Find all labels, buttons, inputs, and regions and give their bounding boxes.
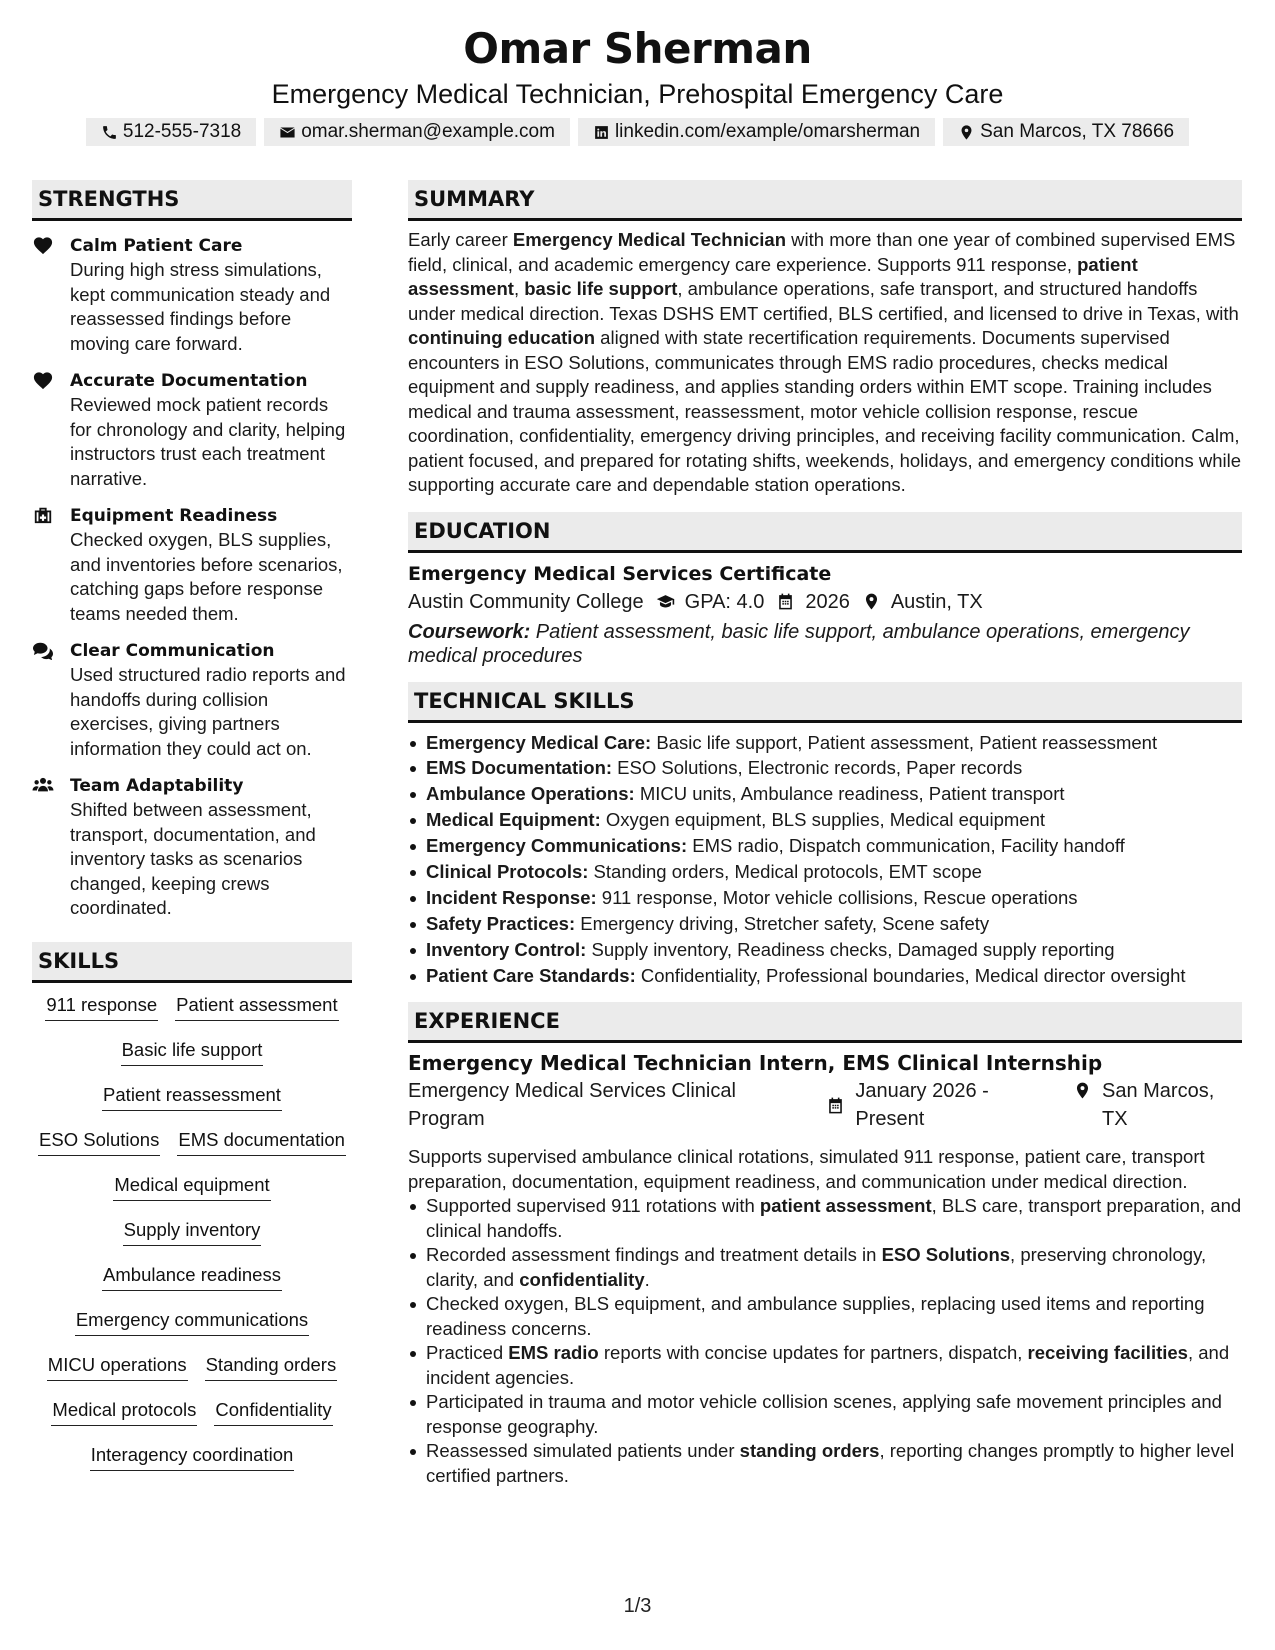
map-pin-icon: [958, 124, 975, 141]
graduation-cap-icon: [656, 592, 675, 611]
list-item: [408, 886, 1242, 911]
skill-row: [32, 1218, 352, 1263]
emphasis-text: patient assessment: [759, 1195, 932, 1217]
skill-values: Supply inventory, Readiness checks, Damaged supply reporting: [586, 938, 1115, 960]
job-summary: Supports supervised ambulance clinical rotations, simulated 911 response, patient care, transport preparation, documentation, equipment readiness, and communication under medical direction.: [408, 1146, 1205, 1192]
heart-icon: [32, 235, 54, 255]
list-item: [408, 1341, 1242, 1390]
chat-bubbles-icon: [32, 640, 54, 660]
skill-row: [32, 1263, 352, 1308]
job-dates-item: [814, 1077, 1061, 1133]
text-run: with more than one year of combined supervised EMS field, clinical, and academic emergency care experience. Supports 911 response,: [408, 229, 1236, 275]
contact-location-text: San Marcos, TX 78666: [980, 121, 1175, 142]
skill-tag: Interagency coordination: [90, 1443, 295, 1471]
list-item: [408, 860, 1242, 885]
contact-linkedin-text[interactable]: linkedin.com/example/omarsherman: [614, 121, 921, 142]
job-title: Emergency Medical Technician Intern, EMS Clinical Internship: [408, 1051, 1103, 1076]
job-location: San Marcos, TX: [1102, 1080, 1215, 1131]
strength-description: Checked oxygen, BLS supplies, and inventories before scenarios, catching gaps before response teams needed them.: [70, 529, 343, 624]
summary-text: [408, 228, 1242, 498]
skill-row: [32, 993, 352, 1038]
skill-tag: Patient assessment: [175, 993, 338, 1021]
strength-title: Calm Patient Care: [70, 236, 243, 256]
skill-tag: EMS documentation: [177, 1128, 346, 1156]
skills-section: [32, 942, 352, 1488]
right-column: [408, 180, 1242, 1489]
emphasis-text: standing orders: [739, 1440, 880, 1462]
skill-category: Medical Equipment:: [426, 809, 601, 831]
calendar-icon: [776, 592, 795, 611]
text-run: ,: [513, 278, 525, 299]
list-item: [408, 938, 1242, 963]
skill-row: [32, 1173, 352, 1218]
strength-title: Clear Communication: [70, 641, 275, 661]
map-pin-icon: [1073, 1081, 1092, 1100]
emphasis-text: Emergency Medical Technician: [512, 229, 787, 250]
skill-row: [32, 1038, 352, 1083]
list-item: [408, 964, 1242, 989]
contact-email[interactable]: [264, 118, 570, 146]
resume-header: [0, 22, 1275, 146]
skill-tag: ESO Solutions: [38, 1128, 160, 1156]
candidate-role: Emergency Medical Technician, Prehospital Emergency Care: [271, 79, 1004, 109]
skill-values: 911 response, Motor vehicle collisions, Rescue operations: [596, 886, 1078, 908]
emphasis-text: ESO Solutions: [881, 1244, 1011, 1266]
job-dates: January 2026 - Present: [855, 1080, 989, 1131]
skill-row: [32, 1308, 352, 1353]
list-item: [408, 1439, 1242, 1488]
list-item: [408, 1390, 1242, 1439]
skill-tag: Medical protocols: [51, 1398, 197, 1426]
contact-email-text[interactable]: omar.sherman@example.com: [301, 121, 555, 142]
skill-category: Emergency Communications:: [426, 835, 688, 857]
strengths-section: [32, 180, 352, 921]
map-pin-icon: [862, 592, 881, 611]
users-icon: [32, 775, 54, 795]
heart-icon: [32, 370, 54, 390]
skill-values: EMS radio, Dispatch communication, Facility handoff: [687, 835, 1125, 857]
text-run: Practiced: [426, 1342, 509, 1364]
strength-item: [32, 504, 352, 626]
technical-skills-section: [408, 682, 1242, 989]
text-run: Checked oxygen, BLS equipment, and ambulance supplies, replacing used items and reporting readiness concerns.: [426, 1293, 1205, 1339]
skills-heading: SKILLS: [32, 942, 352, 983]
strength-description: Reviewed mock patient records for chronology and clarity, helping instructors trust each treatment narrative.: [70, 394, 346, 489]
skill-category: Clinical Protocols:: [426, 860, 589, 882]
contact-linkedin[interactable]: [578, 118, 935, 146]
text-run: , reporting changes promptly to higher level certified partners.: [426, 1440, 1235, 1486]
strength-item: [32, 234, 352, 356]
strength-item: [32, 774, 352, 921]
technical-skills-list: [408, 731, 1242, 989]
strength-title: Team Adaptability: [70, 776, 244, 796]
skill-category: Inventory Control:: [426, 938, 587, 960]
strength-description: Shifted between assessment, transport, documentation, and inventory tasks as scenarios changed, keeping crews coordinated.: [70, 799, 316, 918]
list-item: [408, 782, 1242, 807]
page-number: 1/3: [623, 1595, 652, 1617]
list-item: [408, 912, 1242, 937]
envelope-icon: [279, 124, 296, 141]
emphasis-text: continuing education: [408, 327, 596, 348]
contact-phone-text: 512-555-7318: [122, 121, 242, 142]
skill-row: [32, 1443, 352, 1488]
medical-kit-icon: [32, 505, 54, 525]
emphasis-text: confidentiality: [519, 1268, 645, 1290]
degree-title: Emergency Medical Services Certificate: [408, 562, 832, 585]
text-run: Participated in trauma and motor vehicle collision scenes, applying safe movement principles and response geography.: [426, 1391, 1222, 1437]
education-location-item: [850, 588, 983, 616]
text-run: , BLS care, transport preparation, and clinical handoffs.: [426, 1195, 1242, 1241]
text-run: Supported supervised 911 rotations with: [426, 1195, 760, 1217]
text-run: reports with concise updates for partners, dispatch,: [598, 1342, 1028, 1364]
experience-heading: EXPERIENCE: [408, 1002, 1242, 1043]
strengths-heading: STRENGTHS: [32, 180, 352, 221]
list-item: [408, 731, 1242, 756]
skill-values: MICU units, Ambulance readiness, Patient transport: [634, 783, 1065, 805]
skill-row: [32, 1128, 352, 1173]
list-item: [408, 834, 1242, 859]
skill-values: Standing orders, Medical protocols, EMT scope: [588, 860, 982, 882]
coursework-label: Coursework:: [408, 620, 531, 643]
experience-bullets: [408, 1194, 1242, 1488]
list-item: [408, 756, 1242, 781]
education-meta: [408, 588, 1242, 616]
skill-tag: 911 response: [45, 993, 158, 1021]
skill-tag: Basic life support: [121, 1038, 264, 1066]
list-item: [408, 808, 1242, 833]
linkedin-icon: [593, 124, 610, 141]
gpa-value: GPA: 4.0: [684, 590, 765, 613]
strength-item: [32, 639, 352, 761]
skill-category: Emergency Medical Care:: [426, 731, 652, 753]
skill-category: Safety Practices:: [426, 912, 576, 934]
text-run: , ambulance operations, safe transport, and structured handoffs under medical direction. Texas DSHS EMT certified, BLS certified, and licensed to drive in Texas, with: [408, 278, 1239, 324]
skill-tag: Confidentiality: [214, 1398, 332, 1426]
text-run: , and incident agencies.: [426, 1342, 1230, 1388]
job-meta: [408, 1077, 1242, 1133]
text-run: Reassessed simulated patients under: [426, 1440, 740, 1462]
summary-section: [408, 180, 1242, 498]
text-run: Recorded assessment findings and treatment details in: [426, 1244, 882, 1266]
education-location: Austin, TX: [890, 590, 983, 613]
skill-tag: Medical equipment: [113, 1173, 270, 1201]
strength-title: Equipment Readiness: [70, 506, 278, 526]
contact-phone: [86, 118, 256, 146]
gpa-item: [644, 588, 765, 616]
skill-row: [32, 1353, 352, 1398]
left-column: [32, 180, 352, 1488]
skill-tag: Supply inventory: [123, 1218, 262, 1246]
text-run: .: [644, 1268, 650, 1290]
text-run: , preserving chronology, clarity, and: [426, 1244, 1207, 1290]
calendar-icon: [826, 1096, 845, 1115]
graduation-year: 2026: [805, 590, 850, 613]
text-run: Early career: [408, 229, 513, 250]
emphasis-text: receiving facilities: [1027, 1342, 1188, 1364]
text-run: aligned with state recertification requirements. Documents supervised encounters in ESO Solutions, communicates through EMS radio procedures, checks medical equipment and supply readiness, and applies standing orders within EMT scope. Training includes medical and trauma assessment, reassessment, motor vehicle collision response, rescue coordination, confidentiality, emergency driving principles, and receiving facility communication. Calm, patient focused, and prepared for rotating shifts, weekends, holidays, and emergency conditions while supporting accurate care and dependable station operations.: [408, 327, 1241, 495]
list-item: [408, 1243, 1242, 1292]
education-heading: EDUCATION: [408, 512, 1242, 553]
skill-values: Oxygen equipment, BLS supplies, Medical equipment: [600, 809, 1046, 831]
skill-tag: Ambulance readiness: [102, 1263, 282, 1291]
skill-tag: Standing orders: [205, 1353, 338, 1381]
skill-category: Ambulance Operations:: [426, 783, 635, 805]
skill-values: Basic life support, Patient assessment, Patient reassessment: [651, 731, 1158, 753]
school-name: Austin Community College: [408, 590, 644, 613]
experience-section: [408, 1002, 1242, 1488]
candidate-name: Omar Sherman: [463, 24, 812, 73]
skill-category: EMS Documentation:: [426, 757, 613, 779]
strength-item: [32, 369, 352, 491]
skill-row: [32, 1398, 352, 1443]
skill-category: Incident Response:: [426, 886, 597, 908]
skill-values: ESO Solutions, Electronic records, Paper records: [612, 757, 1023, 779]
strength-description: During high stress simulations, kept communication steady and reassessed findings before moving care forward.: [70, 259, 331, 354]
contact-bar: [0, 118, 1275, 146]
phone-icon: [101, 124, 118, 141]
skill-values: Emergency driving, Stretcher safety, Scene safety: [575, 912, 990, 934]
skill-values: Confidentiality, Professional boundaries, Medical director oversight: [635, 964, 1186, 986]
contact-location: [943, 118, 1189, 146]
coursework-text: Patient assessment, basic life support, ambulance operations, emergency medical procedures: [408, 620, 1190, 667]
strength-description: Used structured radio reports and handoffs during collision exercises, giving partners information they could act on.: [70, 664, 346, 759]
list-item: [408, 1194, 1242, 1243]
skill-tag: MICU operations: [47, 1353, 188, 1381]
skill-category: Patient Care Standards:: [426, 964, 636, 986]
emphasis-text: EMS radio: [508, 1342, 599, 1364]
year-item: [764, 588, 850, 616]
technical-skills-heading: TECHNICAL SKILLS: [408, 682, 1242, 723]
strength-title: Accurate Documentation: [70, 371, 308, 391]
skill-tag: Patient reassessment: [102, 1083, 282, 1111]
job-location-item: [1061, 1077, 1242, 1133]
coursework: [408, 620, 1242, 668]
education-section: [408, 512, 1242, 668]
emphasis-text: patient assessment: [408, 253, 1138, 299]
list-item: [408, 1292, 1242, 1341]
skill-row: [32, 1083, 352, 1128]
employer-name: Emergency Medical Services Clinical Program: [408, 1080, 736, 1131]
skill-tag: Emergency communications: [75, 1308, 309, 1336]
emphasis-text: basic life support: [524, 278, 678, 299]
summary-heading: SUMMARY: [408, 180, 1242, 221]
skill-tags: [32, 993, 352, 1488]
